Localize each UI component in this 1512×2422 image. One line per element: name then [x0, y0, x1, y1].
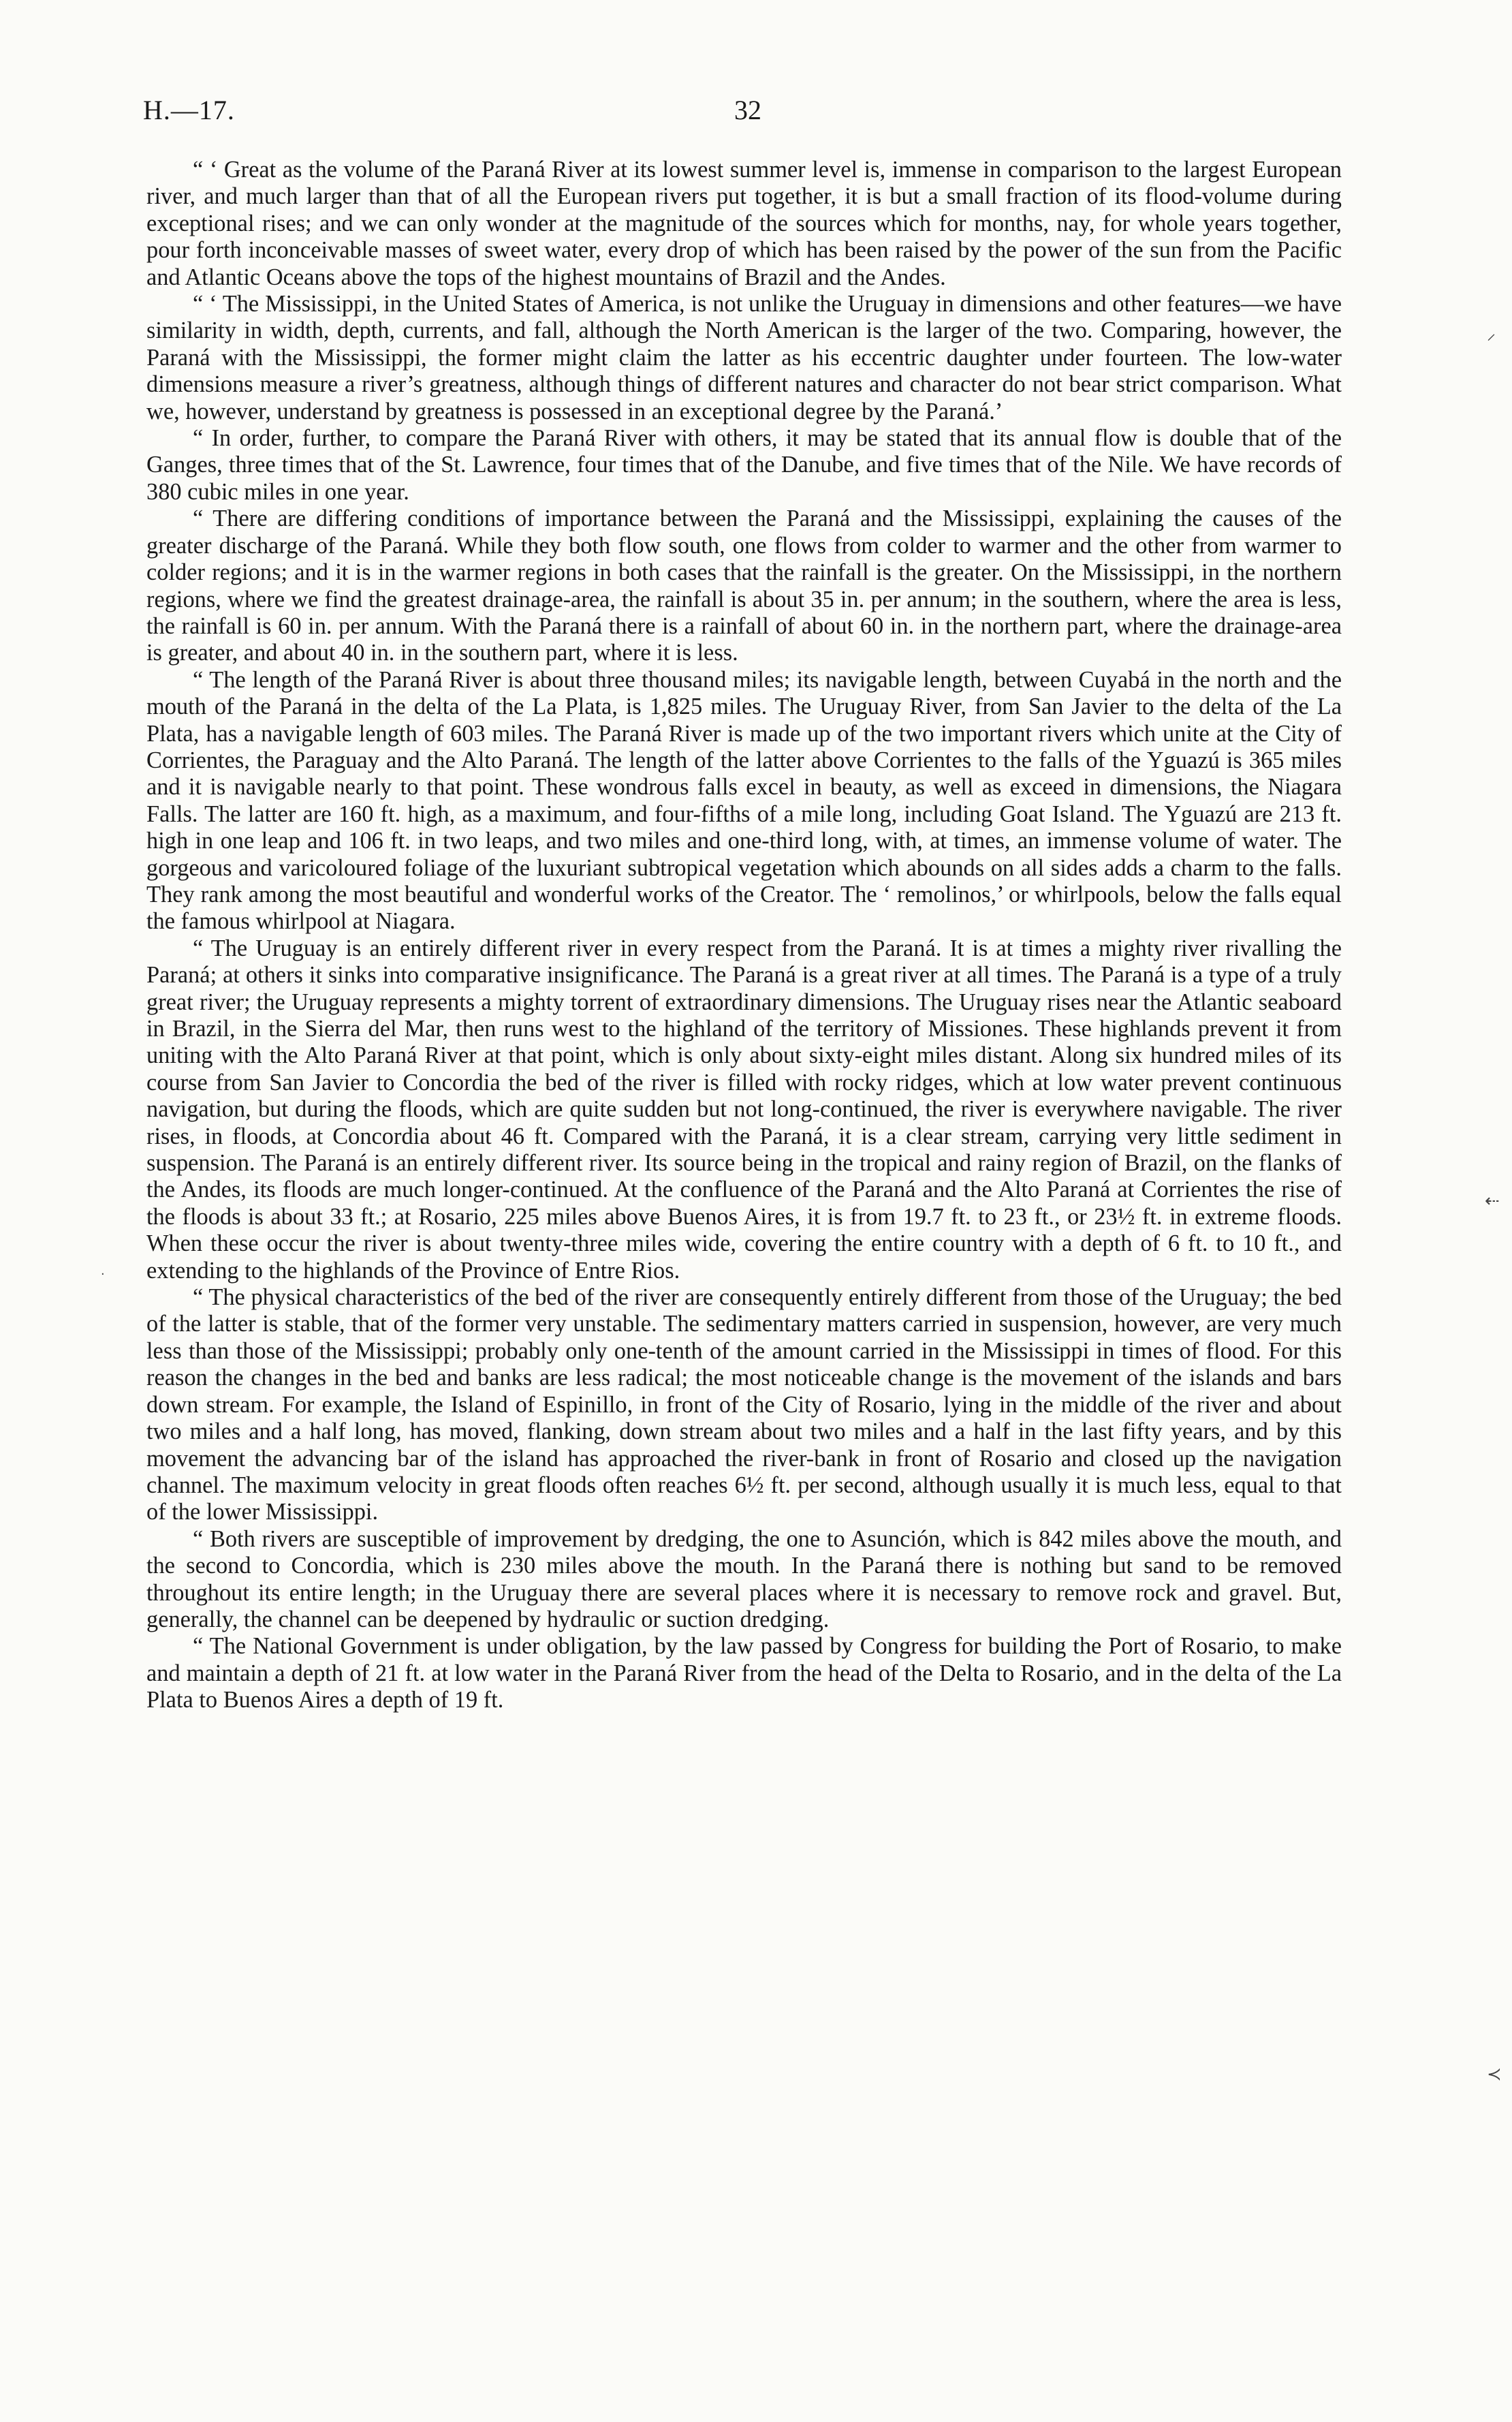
paragraph: “ The physical characteristics of the bed of the river are consequently entirely different from those of the Uruguay; the bed of the latter is stable, that of the former very unstable. The sedimentary matters carried in suspension, however, are very much less than those of the Mississippi; probably only one-tenth of the amount carried in the Mississippi in times of flood. For this reason the changes in the bed and banks are less radical; the most noticeable change is the movement of the islands and bars down stream. For example, the Island of Espinillo, in front of the City of Rosario, lying in the middle of the river and about two miles and a half long, has moved, flanking, down stream about two miles and a half in the last fifty years, and by this movement the advancing bar of the island has approached the river-bank in front of Rosario and closed up the navigation channel. The maximum velocity in great floods often reaches 6½ ft. per second, although usually it is much less, equal to that of the lower Mississippi. [146, 1284, 1342, 1525]
document-reference: H.—17. [143, 95, 235, 125]
margin-binding-mark-icon: ≺ [1487, 2064, 1502, 2085]
margin-binding-mark-icon: ⸝ [1487, 324, 1496, 344]
body-text [146, 157, 1342, 1714]
paragraph: “ In order, further, to compare the Paraná River with others, it may be stated that its annual flow is double that of the Ganges, three times that of the St. Lawrence, four times that of the Danube, and five times that of the Nile. We have records of 380 cubic miles in one year. [146, 425, 1342, 505]
paragraph: “ ‘ The Mississippi, in the United States of America, is not unlike the Uruguay in dimensions and other features—we have similarity in width, depth, currents, and fall, although the North American is the larger of the two. Comparing, however, the Paraná with the Mississippi, the former might claim the latter as his eccentric daughter under fourteen. The low-water dimensions measure a river’s greatness, although things of different natures and character do not bear strict comparison. What we, however, understand by greatness is possessed in an exceptional degree by the Paraná.’ [146, 291, 1342, 424]
page-header [143, 94, 1369, 135]
paragraph: “ ‘ Great as the volume of the Paraná River at its lowest summer level is, immense in comparison to the largest European river, and much larger than that of all the European rivers put together, it is but a small fraction of its flood-volume during exceptional rises; and we can only wonder at the magnitude of the sources which for months, nay, for whole years together, pour forth inconceivable masses of sweet water, every drop of which has been raised by the power of the sun from the Pacific and Atlantic Oceans above the tops of the highest mountains of Brazil and the Andes. [146, 157, 1342, 290]
paragraph: “ The Uruguay is an entirely different river in every respect from the Paraná. It is at times a mighty river rivalling the Paraná; at others it sinks into comparative insignificance. The Paraná is a great river at all times. The Paraná is a type of a truly great river; the Uruguay represents a mighty torrent of extraordinary dimensions. The Uruguay rises near the Atlantic seaboard in Brazil, in the Sierra del Mar, then runs west to the highland of the territory of Missiones. These highlands prevent it from uniting with the Alto Paraná River at that point, which is only about sixty-eight miles distant. Along six hundred miles of its course from San Javier to Concordia the bed of the river is filled with rocky ridges, which at low water prevent continuous navigation, but during the floods, which are quite sudden but not long-continued, the river is everywhere navigable. The river rises, in floods, at Concordia about 46 ft. Compared with the Paraná, it is a clear stream, carrying very little sediment in suspension. The Paraná is an entirely different river. Its source being in the tropical and rainy region of Brazil, on the flanks of the Andes, its floods are much longer-continued. At the confluence of the Paraná and the Alto Paraná at Corrientes the rise of the floods is about 33 ft.; at Rosario, 225 miles above Buenos Aires, it is from 19.7 ft. to 23 ft., or 23½ ft. in extreme floods. When these occur the river is about twenty-three miles wide, covering the entire country with a depth of 6 ft. to 10 ft., and extending to the highlands of the Province of Entre Rios. [146, 935, 1342, 1284]
paragraph: “ The length of the Paraná River is about three thousand miles; its navigable length, between Cuyabá in the north and the mouth of the Paraná in the delta of the La Plata, is 1,825 miles. The Uruguay River, from San Javier to the delta of the La Plata, has a navigable length of 603 miles. The Paraná River is made up of the two important rivers which unite at the City of Corrientes, the Paraguay and the Alto Paraná. The length of the latter above Corrientes to the falls of the Yguazú is 365 miles and it is navigable nearly to that point. These wondrous falls excel in beauty, as well as exceed in dimensions, the Niagara Falls. The latter are 160 ft. high, as a maximum, and four-fifths of a mile long, including Goat Island. The Yguazú are 213 ft. high in one leap and 106 ft. in two leaps, and two miles and one-third long, with, at times, an immense volume of water. The gorgeous and varicoloured foliage of the luxuriant subtropical vegetation which abounds on all sides adds a charm to the falls. They rank among the most beautiful and wonderful works of the Creator. The ‘ remolinos,’ or whirlpools, below the falls equal the famous whirlpool at Niagara. [146, 666, 1342, 935]
margin-dot-icon: · [101, 1267, 105, 1282]
margin-binding-mark-icon: ⇠ [1485, 1191, 1500, 1211]
paragraph: “ There are differing conditions of importance between the Paraná and the Mississippi, explaining the causes of the greater discharge of the Paraná. While they both flow south, one flows from colder to warmer and the other from warmer to colder regions; and it is in the warmer regions in both cases that the rainfall is the greater. On the Mississippi, in the northern regions, where we find the greatest drainage-area, the rainfall is about 35 in. per annum; in the southern, where the area is less, the rainfall is 60 in. per annum. With the Paraná there is a rainfall of about 60 in. in the northern part, where the drainage-area is greater, and about 40 in. in the southern part, where it is less. [146, 506, 1342, 666]
page-number: 32 [734, 95, 761, 125]
paragraph: “ Both rivers are susceptible of improvement by dredging, the one to Asunción, which is 842 miles above the mouth, and the second to Concordia, which is 230 miles above the mouth. In the Paraná there is nothing but sand to be removed throughout its entire length; in the Uruguay there are several places where it is necessary to remove rock and gravel. But, generally, the channel can be deepened by hydraulic or suction dredging. [146, 1525, 1342, 1632]
paragraph: “ The National Government is under obligation, by the law passed by Congress for building the Port of Rosario, to make and maintain a depth of 21 ft. at low water in the Paraná River from the head of the Delta to Rosario, and in the delta of the La Plata to Buenos Aires a depth of 19 ft. [146, 1633, 1342, 1713]
